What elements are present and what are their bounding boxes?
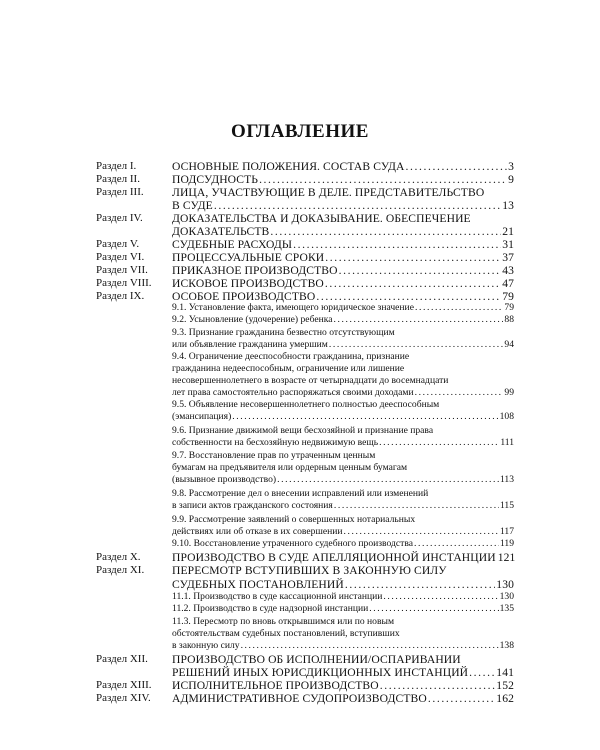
- toc-page-number: 79: [502, 290, 514, 303]
- toc-page-number: 113: [499, 474, 514, 485]
- toc-entry-line: 11.3. Пересмотр по вновь открывшимся или по новым: [172, 616, 395, 627]
- toc-entry-line: несовершеннолетнего в возрасте от четырнадцати до восемнадцати: [172, 375, 449, 386]
- toc-entry-title: 9.1. Установление факта, имеющего юридическое значение: [172, 302, 414, 313]
- toc-entry-line: ДОКАЗАТЕЛЬСТВА И ДОКАЗЫВАНИЕ. ОБЕСПЕЧЕНИЕ: [172, 212, 471, 225]
- leader-dots: [415, 387, 504, 398]
- leader-dots: [469, 666, 495, 679]
- toc-section-label: Раздел VIII.: [96, 277, 152, 289]
- toc-entry[interactable]: [172, 578, 514, 591]
- toc-entry[interactable]: [172, 264, 514, 277]
- toc-subentry[interactable]: [172, 302, 514, 313]
- toc-entry-title: 11.1. Производство в суде кассационной инстанции: [172, 591, 383, 602]
- toc-entry-title: ИСПОЛНИТЕЛЬНОЕ ПРОИЗВОДСТВО: [172, 679, 379, 692]
- leader-dots: [414, 538, 499, 549]
- leader-dots: [345, 578, 495, 591]
- toc-entry-title: АДМИНИСТРАТИВНОЕ СУДОПРОИЗВОДСТВО: [172, 692, 427, 705]
- toc-section-label: Раздел IV.: [96, 212, 143, 224]
- leader-dots: [379, 437, 499, 448]
- toc-page-number: 130: [496, 578, 514, 591]
- toc-page-number: 9: [508, 173, 514, 186]
- toc-entry[interactable]: [172, 692, 514, 705]
- toc-section-label: Раздел VI.: [96, 251, 145, 263]
- toc-entry-title: 9.10. Восстановление утраченного судебного производства: [172, 538, 414, 549]
- toc-entry-line: ПРОИЗВОДСТВО ОБ ИСПОЛНЕНИИ/ОСПАРИВАНИИ: [172, 653, 461, 666]
- leader-dots: [325, 277, 501, 290]
- leader-dots: [214, 199, 501, 212]
- toc-entry-title: ОСНОВНЫЕ ПОЛОЖЕНИЯ. СОСТАВ СУДА: [172, 160, 405, 173]
- toc-subentry[interactable]: [172, 437, 514, 448]
- toc-entry-title: в законную силу: [172, 640, 240, 651]
- toc-page-number: 37: [502, 251, 514, 264]
- toc-entry-title: собственности на бесхозяйную недвижимую вещь: [172, 437, 379, 448]
- toc-entry-title: ДОКАЗАТЕЛЬСТВ: [172, 225, 270, 238]
- leader-dots: [380, 679, 496, 692]
- toc-entry-title: ОСОБОЕ ПРОИЗВОДСТВО: [172, 290, 316, 303]
- toc-page-number: 152: [496, 679, 514, 692]
- toc-page-number: 13: [502, 199, 514, 212]
- toc-entry[interactable]: [172, 160, 514, 173]
- toc-page-number: 31: [502, 238, 514, 251]
- toc-entry-title: ПОДСУДНОСТЬ: [172, 173, 259, 186]
- toc-section-label: Раздел III.: [96, 186, 144, 198]
- toc-entry-title: В СУДЕ: [172, 199, 213, 212]
- toc-entry-title: (вызывное производство): [172, 474, 277, 485]
- leader-dots: [277, 474, 499, 485]
- leader-dots: [383, 591, 498, 602]
- leader-dots: [334, 314, 504, 325]
- toc-page-number: 88: [504, 314, 514, 325]
- toc-entry-title: или объявление гражданина умершим: [172, 339, 328, 350]
- toc-page-number: 99: [504, 387, 514, 398]
- toc-page-number: 130: [499, 591, 514, 602]
- toc-subentry[interactable]: [172, 526, 514, 537]
- leader-dots: [293, 238, 501, 251]
- toc-section-label: Раздел XIII.: [96, 679, 152, 691]
- toc-subentry[interactable]: [172, 603, 514, 614]
- toc-entry[interactable]: [172, 679, 514, 692]
- toc-page-number: 162: [496, 692, 514, 705]
- toc-entry[interactable]: [172, 199, 514, 212]
- toc-subentry[interactable]: [172, 640, 514, 651]
- toc-entry-title: действиях или об отказе в их совершении: [172, 526, 343, 537]
- toc-subentry[interactable]: [172, 538, 514, 549]
- toc-section-label: Раздел X.: [96, 551, 141, 563]
- toc-page-number: 108: [499, 411, 514, 422]
- toc-entry-line: 9.8. Рассмотрение дел о внесении исправлений или изменений: [172, 488, 429, 499]
- toc-entry-line: бумагам на предъявителя или ордерным ценным бумагам: [172, 462, 408, 473]
- toc-page-number: 117: [499, 526, 514, 537]
- toc-subentry[interactable]: [172, 500, 514, 511]
- toc-page-number: 43: [502, 264, 514, 277]
- toc-entry-title: ПРОИЗВОДСТВО В СУДЕ АПЕЛЛЯЦИОННОЙ ИНСТАНЦИИ: [172, 551, 496, 564]
- toc-entry[interactable]: [172, 225, 514, 238]
- leader-dots: [406, 160, 508, 173]
- toc-subentry[interactable]: [172, 411, 514, 422]
- leader-dots: [428, 692, 495, 705]
- toc-entry[interactable]: [172, 251, 514, 264]
- toc-page-number: 121: [497, 551, 516, 564]
- toc-page-number: 115: [499, 500, 514, 511]
- toc-entry-line: 9.3. Признание гражданина безвестно отсутствующим: [172, 327, 395, 338]
- leader-dots: [241, 640, 499, 651]
- toc-entry[interactable]: [172, 277, 514, 290]
- toc-section-label: Раздел V.: [96, 238, 140, 250]
- toc-section-label: Раздел VII.: [96, 264, 148, 276]
- toc-page-number: 111: [500, 437, 514, 448]
- toc-entry-line: ПЕРЕСМОТР ВСТУПИВШИХ В ЗАКОННУЮ СИЛУ: [172, 564, 447, 577]
- toc-entry[interactable]: [172, 551, 514, 564]
- leader-dots: [334, 500, 499, 511]
- leader-dots: [270, 225, 501, 238]
- toc-entry[interactable]: [172, 173, 514, 186]
- toc-entry-title: РЕШЕНИЙ ИНЫХ ЮРИСДИКЦИОННЫХ ИНСТАНЦИЙ: [172, 666, 469, 679]
- toc-entry[interactable]: [172, 666, 514, 679]
- toc-entry-line: гражданина недееспособным, ограничение или лишение: [172, 363, 405, 374]
- toc-section-label: Раздел I.: [96, 160, 137, 172]
- toc-entry-line: обстоятельствам судебных постановлений, вступивших: [172, 628, 400, 639]
- toc-entry-title: СУДЕБНЫЕ РАСХОДЫ: [172, 238, 293, 251]
- leader-dots: [325, 251, 501, 264]
- toc-subentry[interactable]: [172, 387, 514, 398]
- leader-dots: [232, 411, 498, 422]
- toc-entry-line: 9.5. Объявление несовершеннолетнего полностью дееспособным: [172, 399, 440, 410]
- toc-section-label: Раздел XII.: [96, 653, 148, 665]
- toc-subentry[interactable]: [172, 591, 514, 602]
- toc-entry-line: 9.4. Ограничение дееспособности гражданина, признание: [172, 351, 410, 362]
- toc-entry[interactable]: [172, 238, 514, 251]
- toc-page-number: 119: [499, 538, 514, 549]
- toc-subentry[interactable]: [172, 314, 514, 325]
- toc-page-number: 138: [499, 640, 514, 651]
- toc-entry-title: 11.2. Производство в суде надзорной инстанции: [172, 603, 369, 614]
- leader-dots: [259, 173, 507, 186]
- toc-entry-title: (эмансипация): [172, 411, 232, 422]
- toc-page-number: 21: [502, 225, 514, 238]
- toc-entry-title: ПРИКАЗНОЕ ПРОИЗВОДСТВО: [172, 264, 338, 277]
- toc-page-number: 3: [508, 160, 514, 173]
- leader-dots: [415, 302, 503, 313]
- toc-page-number: 79: [504, 302, 514, 313]
- toc-page-number: 135: [499, 603, 514, 614]
- leader-dots: [369, 603, 498, 614]
- toc-entry-line: 9.6. Признание движимой вещи бесхозяйной и признание права: [172, 425, 434, 436]
- toc-section-label: Раздел XI.: [96, 564, 145, 576]
- leader-dots: [339, 264, 502, 277]
- toc-page-number: 141: [496, 666, 514, 679]
- leader-dots: [329, 339, 504, 350]
- toc-entry-title: ПРОЦЕССУАЛЬНЫЕ СРОКИ: [172, 251, 325, 264]
- toc-page-number: 94: [504, 339, 514, 350]
- toc-page-number: 47: [502, 277, 514, 290]
- toc-entry-title: 9.2. Усыновление (удочерение) ребенка: [172, 314, 333, 325]
- toc-entry-title: в записи актов гражданского состояния: [172, 500, 333, 511]
- toc-entry-line: 9.7. Восстановление прав по утраченным ценным: [172, 450, 376, 461]
- toc-entry-line: 9.9. Рассмотрение заявлений о совершенных нотариальных: [172, 514, 416, 525]
- toc-entry-title: лет права самостоятельно распоряжаться своими доходами: [172, 387, 414, 398]
- toc-entry-title: ИСКОВОЕ ПРОИЗВОДСТВО: [172, 277, 324, 290]
- leader-dots: [344, 526, 499, 537]
- toc-entry-line: ЛИЦА, УЧАСТВУЮЩИЕ В ДЕЛЕ. ПРЕДСТАВИТЕЛЬСТВО: [172, 186, 485, 199]
- toc-subentry[interactable]: [172, 339, 514, 350]
- page-title: ОГЛАВЛЕНИЕ: [231, 121, 369, 142]
- toc-section-label: Раздел II.: [96, 173, 140, 185]
- toc-subentry[interactable]: [172, 474, 514, 485]
- toc-section-label: Раздел XIV.: [96, 692, 151, 704]
- toc-entry-title: СУДЕБНЫХ ПОСТАНОВЛЕНИЙ: [172, 578, 344, 591]
- toc-section-label: Раздел IX.: [96, 290, 145, 302]
